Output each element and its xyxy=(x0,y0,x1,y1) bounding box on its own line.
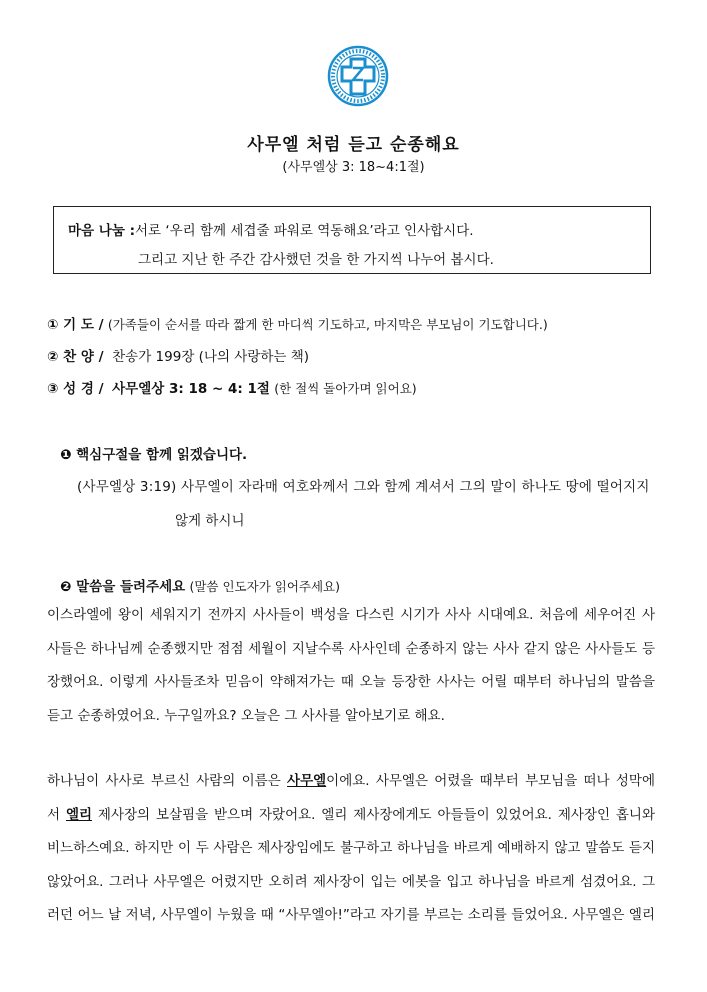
paragraph-line: 사들은 하나님께 순종했지만 점점 세월이 지날수록 사사인데 순종하지 않는 사사 같지 않은 사사들도 등 xyxy=(47,640,655,657)
paragraph-line: 서 엘리 제사장의 보살핌을 받으며 자랐어요. 엘리 제사장에게도 아들들이 있었어요. 제사장인 홉니와 xyxy=(47,806,655,823)
order-label: ① 기 도 / xyxy=(47,317,104,333)
section-2-note: (말씀 인도자가 읽어주세요) xyxy=(189,579,340,594)
order-item-prayer xyxy=(47,313,548,333)
intro-line-2: 그리고 지난 한 주간 감사했던 것을 한 가지씩 나누어 봅시다. xyxy=(138,252,494,268)
intro-box xyxy=(53,206,651,274)
intro-line-1 xyxy=(68,219,474,239)
name-samuel: 사무엘 xyxy=(287,773,327,789)
order-label: ② 찬 양 / xyxy=(47,349,104,365)
intro-label: 마음 나눔 : xyxy=(68,223,135,239)
story-paragraph-2 xyxy=(47,765,655,933)
section-1-heading: ❶ 핵심구절을 함께 읽겠습니다. xyxy=(60,447,248,463)
paragraph-line: 하나님이 사사로 부르신 사람의 이름은 사무엘이에요. 사무엘은 어렸을 때부터 부모님을 떠나 성막에 xyxy=(47,773,655,789)
order-text: (가족들이 순서를 따라 짧게 한 마디씩 기도하고, 마지막은 부모님이 기도합니다.) xyxy=(107,317,548,332)
story-paragraph-1 xyxy=(47,599,655,733)
church-cross-seal-icon xyxy=(327,45,389,107)
key-verse-line-1: (사무엘상 3:19) 사무엘이 자라매 여호와께서 그와 함께 계셔서 그의 말이 하나도 땅에 떨어지지 xyxy=(77,479,650,495)
paragraph-line: 않았어요. 그러나 사무엘은 어렸지만 오히려 제사장이 입는 에봇을 입고 하나님을 바르게 섬겼어요. 그 xyxy=(47,873,655,890)
order-item-scripture xyxy=(47,377,417,397)
scripture-reference: 사무엘상 3: 18 ~ 4: 1절 xyxy=(112,381,270,397)
paragraph-line: 장했어요. 이렇게 사사들조차 믿음이 약해져가는 때 오늘 등장한 사사는 어릴 때부터 하나님의 말씀을 xyxy=(47,674,655,690)
paragraph-line: 비느하스예요. 하지만 이 두 사람은 제사장임에도 불구하고 하나님을 바르게 예배하지 않고 말씀도 듣지 xyxy=(47,840,655,856)
order-text: (한 절씩 돌아가며 읽어요) xyxy=(274,381,417,396)
key-verse-line-2: 않게 하시니 xyxy=(175,513,245,529)
intro-text-1: 서로 ‘우리 함께 세겹줄 파워로 역동해요’라고 인사합시다. xyxy=(134,223,474,239)
order-item-hymn xyxy=(47,345,309,365)
page-subtitle: (사무엘상 3: 18~4:1절) xyxy=(282,160,425,175)
page-title: 사무엘 처럼 듣고 순종해요 xyxy=(247,135,460,155)
paragraph-line: 러던 어느 날 저녁, 사무엘이 누웠을 때 “사무엘아!”라고 자기를 부르는 소리를 들었어요. 사무엘은 엘리 xyxy=(47,907,655,923)
paragraph-line: 이스라엘에 왕이 세워지기 전까지 사사들이 백성을 다스린 시기가 사사 시대예요. 처음에 세우어진 사 xyxy=(47,607,655,623)
section-2-heading: ❷ 말씀을 들려주세요 (말씀 인도자가 읽어주세요) xyxy=(60,579,340,595)
order-label: ③ 성 경 / xyxy=(47,381,104,397)
order-text: 찬송가 199장 (나의 사랑하는 책) xyxy=(112,349,310,365)
name-eli: 엘리 xyxy=(65,806,93,823)
paragraph-line: 듣고 순종하였어요. 누구일까요? 오늘은 그 사사를 알아보기로 해요. xyxy=(47,707,445,724)
